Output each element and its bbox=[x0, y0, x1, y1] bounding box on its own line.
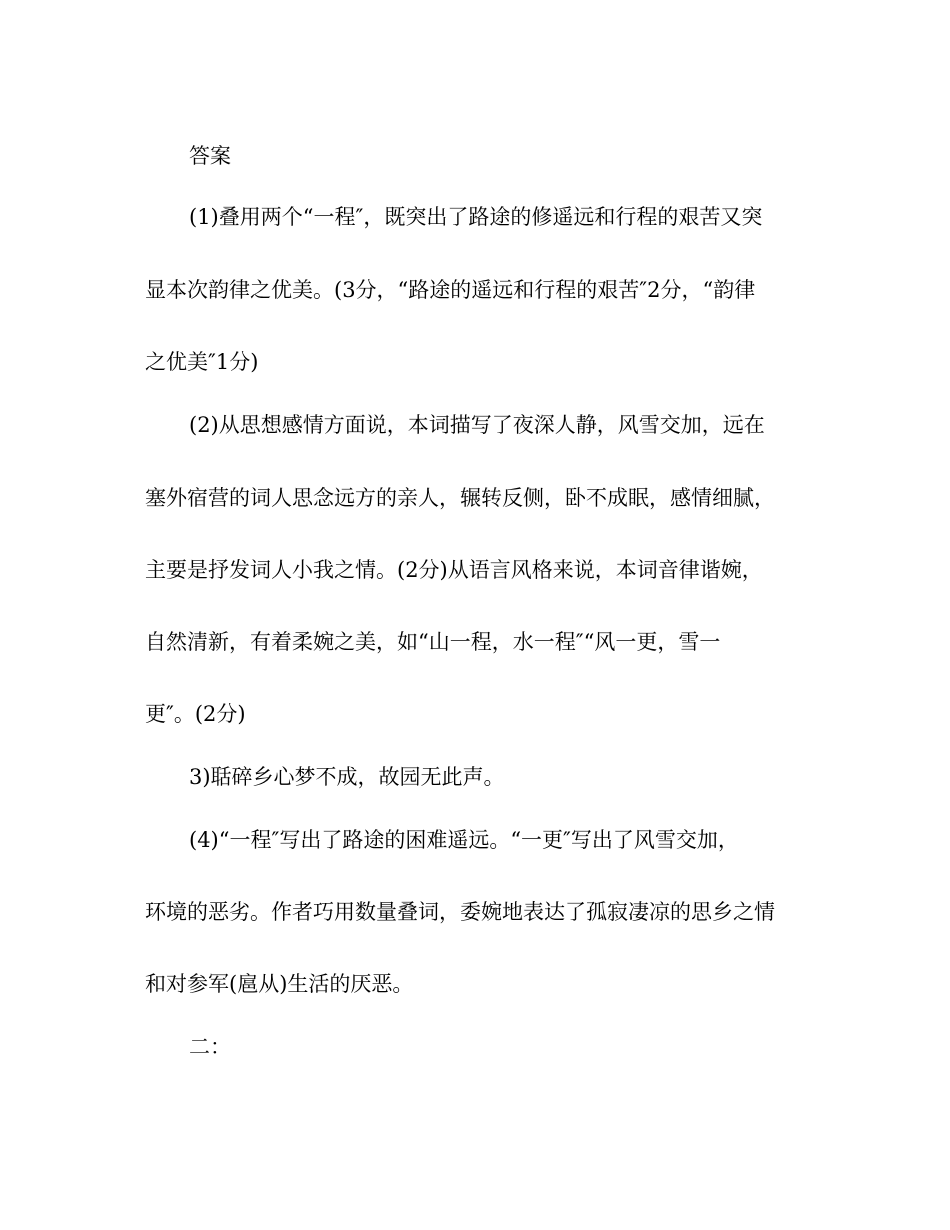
answer-1-line-2: 显本次韵律之优美。(3分，“路途的遥远和行程的艰苦″2分，“韵律 bbox=[145, 278, 756, 302]
answer-2-line-4: 自然清新，有着柔婉之美，如“山一程，水一程″“风一更，雪一 bbox=[145, 630, 721, 654]
answer-2-line-1: (2)从思想感情方面说，本词描写了夜深人静，风雪交加，远在 bbox=[189, 413, 765, 437]
answer-3-line-1: 3)聒碎乡心梦不成，故园无此声。 bbox=[189, 765, 505, 789]
answer-heading: 答案 bbox=[189, 144, 231, 168]
answer-4-line-1: (4)“一程″写出了路途的困难遥远。“一更″写出了风雪交加， bbox=[189, 828, 739, 852]
answer-4-line-2: 环境的恶劣。作者巧用数量叠词，委婉地表达了孤寂凄凉的思乡之情 bbox=[145, 900, 775, 924]
section-two-heading: 二： bbox=[189, 1035, 231, 1059]
answer-4-line-3: 和对参军(扈从)生活的厌恶。 bbox=[145, 972, 414, 996]
answer-2-line-2: 塞外宿营的词人思念远方的亲人，辗转反侧，卧不成眠，感情细腻， bbox=[145, 486, 775, 510]
answer-2-line-5: 更″。(2分) bbox=[145, 702, 246, 726]
answer-2-line-3: 主要是抒发词人小我之情。(2分)从语言风格来说，本词音律谐婉， bbox=[145, 558, 763, 582]
answer-1-line-3: 之优美″1分) bbox=[145, 350, 259, 374]
answer-1-line-1: (1)叠用两个“一程″，既突出了路途的修遥远和行程的艰苦又突 bbox=[189, 205, 763, 229]
